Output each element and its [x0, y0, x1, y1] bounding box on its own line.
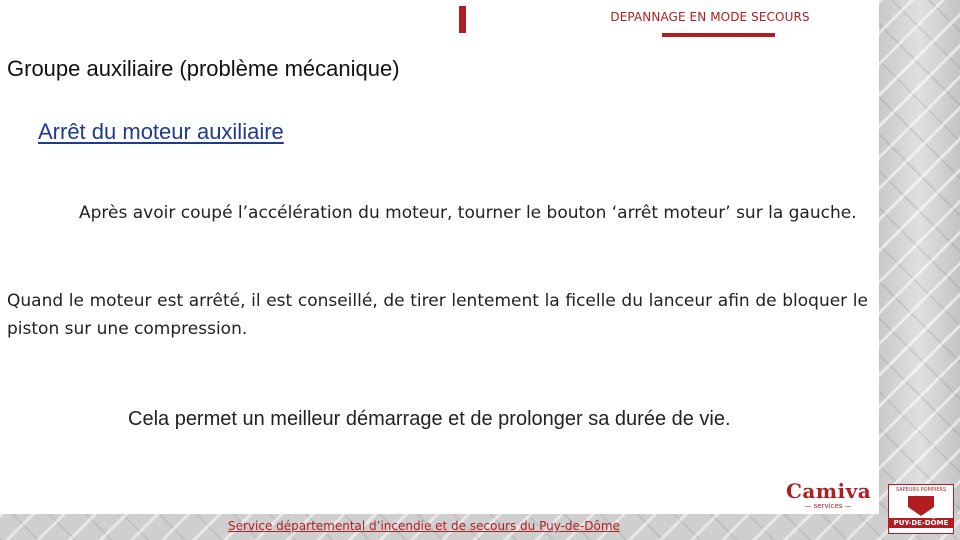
paragraph-benefit: Cela permet un meilleur démarrage et de prolonger sa durée de vie.	[128, 408, 731, 430]
header-underline	[662, 33, 775, 37]
sdis-logo	[888, 484, 954, 534]
footer-text: Service départemental d’incendie et de secours du Puy-de-Dôme	[228, 519, 620, 533]
slide-subtitle: Arrêt du moteur auxiliaire	[38, 119, 284, 144]
diamond-plate-strip	[879, 0, 960, 540]
paragraph-pull-cord: Quand le moteur est arrêté, il est conseillé, de tirer lentement la ficelle du lanceur afin de bloquer le piston sur une compression.	[7, 291, 868, 339]
sdis-logo-top-text: SAPEURS POMPIERS	[895, 487, 947, 493]
camiva-logo-subtitle: — services —	[804, 502, 852, 510]
camiva-logo	[786, 480, 870, 511]
top-accent-bar	[459, 6, 466, 33]
slide-title: Groupe auxiliaire (problème mécanique)	[7, 56, 400, 81]
shield-icon	[908, 496, 934, 516]
paragraph-stop-engine: Après avoir coupé l’accélération du moteur, tourner le bouton ‘arrêt moteur’ sur la gauche.	[79, 203, 857, 223]
camiva-logo-name: Camiva	[786, 479, 872, 503]
sdis-logo-bottom-text: PUY-DE-DÔME	[889, 518, 953, 528]
section-header: DEPANNAGE EN MODE SECOURS	[610, 10, 810, 24]
